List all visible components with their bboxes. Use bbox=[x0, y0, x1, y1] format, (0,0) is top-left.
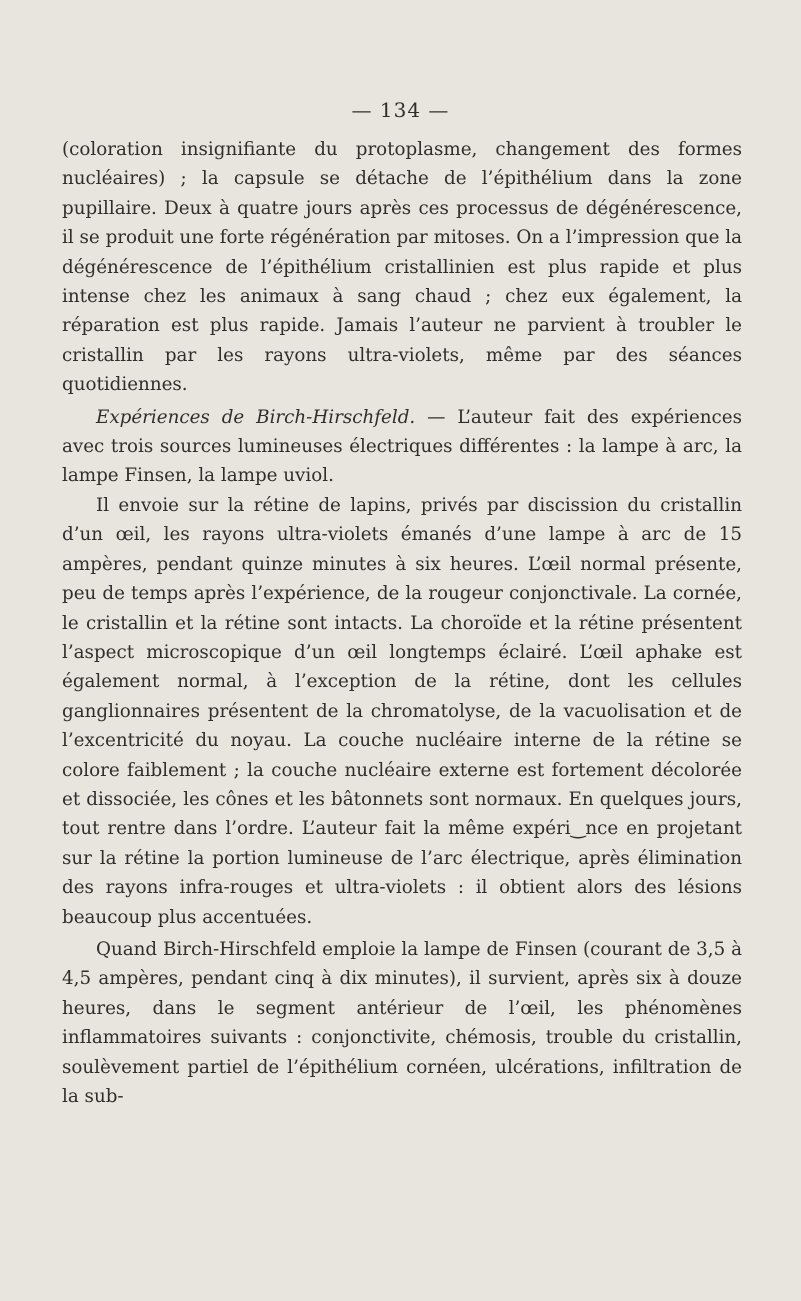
body-text bbox=[62, 135, 742, 1111]
paragraph-4-text: Quand Birch-Hirschfeld emploie la lampe de Finsen (courant de 3,5 à 4,5 ampères, pendant cinq à dix minutes), il survient, après six à douze heures, dans le segment antérieur de l’œil, les phénomènes inflammatoires suivants : conjonctivite, chémosis, trouble du cristallin, soulèvement partiel de l’épithélium cornéen, ulcérations, infiltration de la sub- bbox=[62, 938, 742, 1107]
paragraph-1-text: (coloration insignifiante du protoplasme, changement des formes nucléaires) ; la capsule se détache de l’épithélium dans la zone pupillaire. Deux à quatre jours après ces processus de dégénérescence, il se produit une forte régénération par mitoses. On a l’impression que la dégénérescence de l’épithélium cristallinien est plus rapide et plus intense chez les animaux à sang chaud ; chez eux également, la réparation est plus rapide. Jamais l’auteur ne parvient à troubler le cristallin par les rayons ultra-violets, même par des séances quotidiennes. bbox=[62, 139, 742, 396]
paragraph-3 bbox=[62, 491, 742, 932]
section-heading-italic: Expériences de Birch-Hirschfeld. bbox=[96, 406, 416, 428]
paragraph-3-text: Il envoie sur la rétine de lapins, privés par discission du cristallin d’un œil, les rayons ultra-violets émanés d’une lampe à arc de 15 ampères, pendant quinze minutes à six heures. L’œil normal présente, peu de temps après l’expérience, de la rougeur conjonctivale. La cornée, le cristallin et la rétine sont intacts. La choroïde et la rétine présentent l’aspect microscopique d’un œil longtemps éclairé. L’œil aphake est également normal, à l’exception de la rétine, dont les cellules ganglionnaires présentent de la chromatolyse, de la vacuolisation et de l’excentricité du noyau. La couche nucléaire interne de la rétine se colore faiblement ; la couche nucléaire externe est fortement décolorée et dissociée, les cônes et les bâtonnets sont normaux. En quelques jours, tout rentre dans l’ordre. L’auteur fait la même expéri‿nce en projetant sur la rétine la portion lumineuse de l’arc électrique, après élimination des rayons infra-rouges et ultra-violets : il obtient alors des lésions beaucoup plus accentuées. bbox=[62, 494, 742, 928]
paragraph-2-text: — L’auteur fait des expériences avec trois sources lumineuses électriques différentes : la lampe à arc, la lampe Finsen, la lampe uviol. bbox=[62, 406, 742, 487]
paragraph-1 bbox=[62, 135, 742, 400]
paragraph-2 bbox=[62, 403, 742, 491]
page-number: — 134 — bbox=[351, 98, 450, 122]
paragraph-4 bbox=[62, 935, 742, 1111]
